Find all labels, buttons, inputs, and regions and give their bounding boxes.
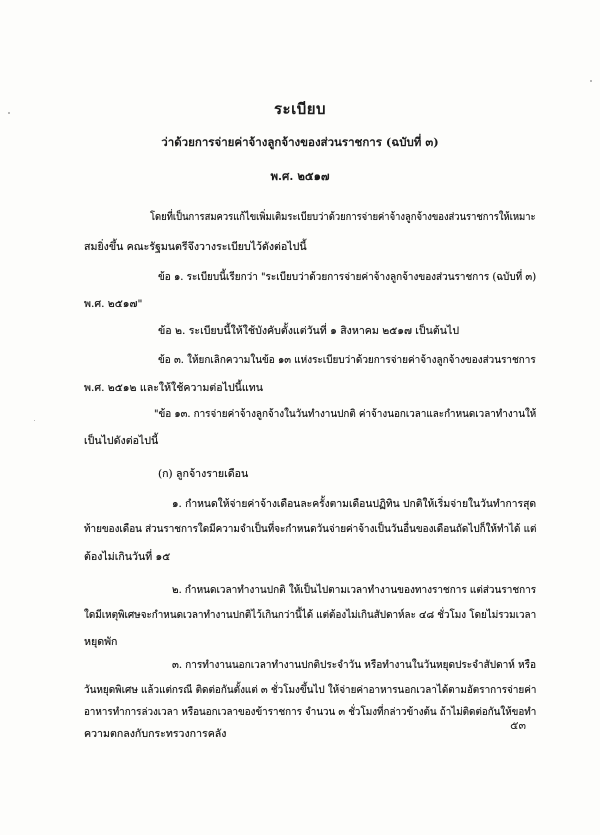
document-subtitle: ว่าด้วยการจ่ายค่าจ้างลูกจ้างของส่วนราชการ (ฉบับที่ ๓) (161, 135, 439, 149)
body-line: ข้อ ๒. ระเบียบนี้ให้ใช้บังคับตั้งแต่วันที่ ๑ สิงหาคม ๒๕๑๗ เป็นต้นไป (158, 325, 460, 337)
body-line: (ก) ลูกจ้างรายเดือน (158, 468, 249, 480)
scan-speck (590, 80, 592, 82)
body-line: ความตกลงกับกระทรวงการคลัง (84, 728, 227, 740)
document-title: ระเบียบ (273, 100, 327, 118)
scan-speck (34, 420, 35, 421)
body-line: ๑. กำหนดให้จ่ายค่าจ้างเดือนละครั้งตามเดือนปฏิทิน ปกติให้เริ่มจ่ายในวันทำการสุด (172, 498, 537, 510)
body-line: ท้ายของเดือน ส่วนราชการใดมีความจำเป็นที่จะกำหนดวันจ่ายค่าจ้างเป็นวันอื่นของเดือนถัดไปก็ให้ทำได้ แต่ (84, 523, 537, 535)
body-line: ต้องไม่เกินวันที่ ๑๕ (84, 551, 171, 563)
body-line: โดยที่เป็นการสมควรแก้ไขเพิ่มเติมระเบียบว่าด้วยการจ่ายค่าจ้างลูกจ้างของส่วนราชการให้เหมาะ (150, 211, 536, 223)
body-line: ใดมีเหตุพิเศษจะกำหนดเวลาทำงานปกติไว้เกินกว่านี้ได้ แต่ต้องไม่เกินสัปดาห์ละ ๔๘ ชั่วโมง โดยไม่รวมเวลา (84, 609, 537, 621)
body-line: พ.ศ. ๒๕๑๒ และให้ใช้ความต่อไปนี้แทน (84, 382, 263, 394)
body-line: หยุดพัก (84, 636, 118, 648)
body-line: ข้อ ๓. ให้ยกเลิกความในข้อ ๑๓ แห่งระเบียบว่าด้วยการจ่ายค่าจ้างลูกจ้างของส่วนราชการ (158, 354, 536, 366)
body-line: เป็นไปดังต่อไปนี้ (84, 435, 159, 447)
body-line: สมยิ่งขึ้น คณะรัฐมนตรีจึงวางระเบียบไว้ดังต่อไปนี้ (84, 241, 307, 253)
body-line: วันหยุดพิเศษ แล้วแต่กรณี ติดต่อกันตั้งแต่ ๓ ชั่วโมงขึ้นไป ให้จ่ายค่าอาหารนอกเวลาได้ตามอัตราการจ่ายค่า (84, 684, 537, 696)
body-line: พ.ศ. ๒๕๑๗" (84, 298, 143, 310)
body-line: ข้อ ๑. ระเบียบนี้เรียกว่า "ระเบียบว่าด้วยการจ่ายค่าจ้างลูกจ้างของส่วนราชการ (ฉบับที่ ๓) (158, 271, 537, 283)
document-year: พ.ศ. ๒๕๑๗ (270, 169, 330, 183)
body-line: ๒. กำหนดเวลาทำงานปกติ ให้เป็นไปตามเวลาทำงานของทางราชการ แต่ส่วนราชการ (172, 584, 537, 596)
body-line: ๓. การทำงานนอกเวลาทำงานปกติประจำวัน หรือทำงานในวันหยุดประจำสัปดาห์ หรือ (172, 659, 536, 671)
body-line: อาหารทำการล่วงเวลา หรือนอกเวลาของข้าราชการ จำนวน ๓ ชั่วโมงที่กล่าวข้างต้น ถ้าไม่ติดต่อกันให้ขอทำ (84, 706, 537, 718)
page-number: ๕๓ (510, 719, 526, 732)
body-line: "ข้อ ๑๓. การจ่ายค่าจ้างลูกจ้างในวันทำงานปกติ ค่าจ้างนอกเวลาและกำหนดเวลาทำงานให้ (154, 408, 537, 420)
